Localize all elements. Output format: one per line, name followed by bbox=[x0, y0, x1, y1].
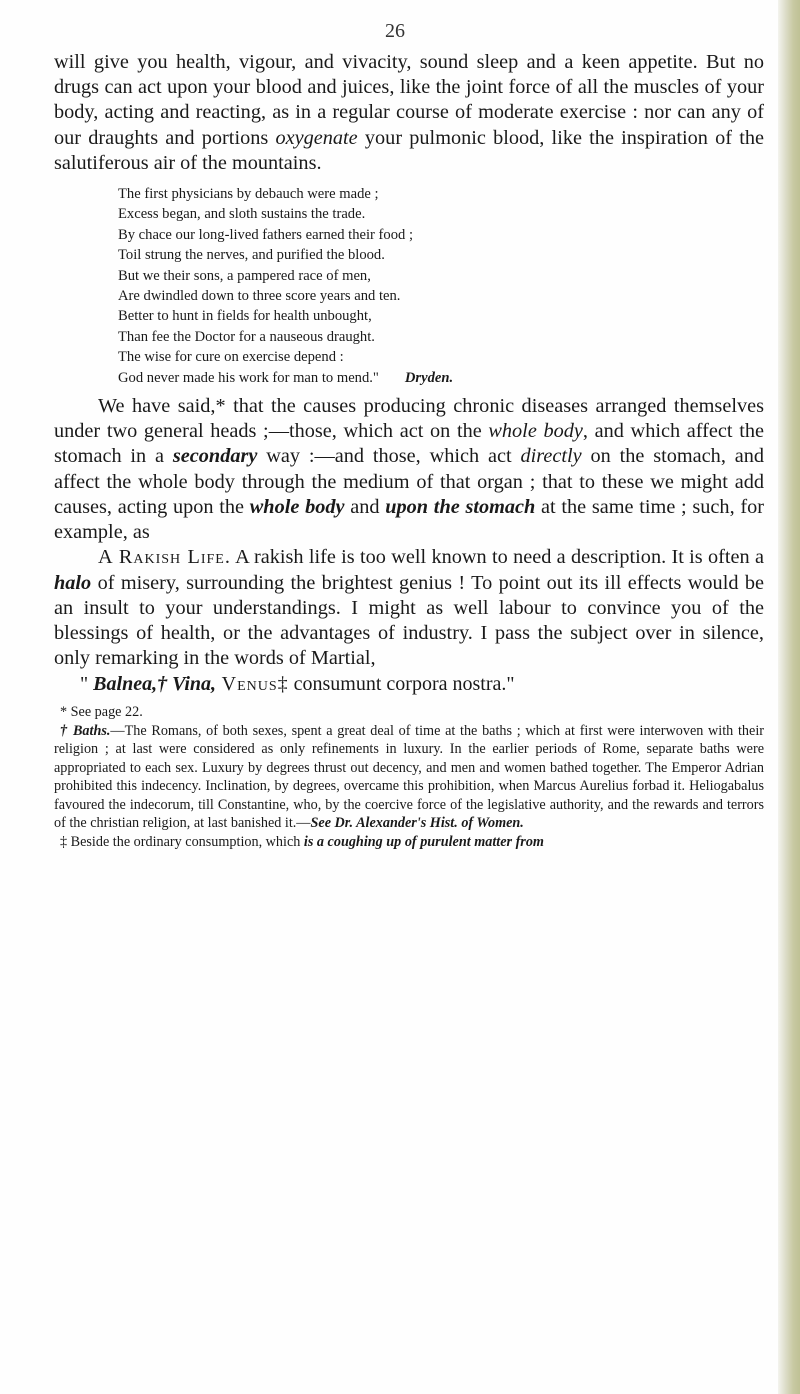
quote-venus: Venus‡ bbox=[216, 673, 289, 696]
poem-line: The first physicians by debauch were made ; bbox=[118, 186, 379, 203]
paragraph-causes bbox=[54, 394, 764, 545]
para2-italic: upon the stomach bbox=[385, 495, 536, 518]
poem-quotation bbox=[118, 184, 764, 388]
para2-italic: whole body bbox=[249, 495, 345, 518]
poem-line: Better to hunt in fields for health unbought, bbox=[118, 308, 372, 325]
poem-line: The wise for cure on exercise depend : bbox=[118, 349, 344, 366]
footnote-dagger-text: —The Romans, of both sexes, spent a great deal of time at the baths ; which at first were interwoven with their religion ; at last were considered as only refinements in luxury. In the earlier periods of Rome, separate baths were appropriated to each sex. Luxury by degrees thrust out decency, and men and women bathed together. The Emperor Adrian prohibited this indecency. Inclination, by degrees, overcame this prohibition, when Marcus Aurelius forbad it. Heliogabalus favoured the indecorum, till Constantine, who, by the coercive force of the legislative authority, and the rewards and terrors of the christian religion, at last banished it.— bbox=[54, 722, 764, 832]
footnote-ddagger-text: ‡ Beside the ordinary consumption, which bbox=[60, 833, 304, 850]
para1-italic: oxygenate bbox=[275, 126, 358, 149]
body-text bbox=[54, 50, 764, 851]
footnotes bbox=[54, 703, 764, 851]
para3-text: A rakish life is too well known to need a description. It is often a bbox=[230, 546, 764, 569]
footnote-dagger bbox=[54, 722, 764, 833]
paragraph-health bbox=[54, 50, 764, 176]
quote-open: " bbox=[80, 673, 94, 696]
para2-italic: whole body bbox=[488, 420, 583, 443]
poem-line: Toil strung the nerves, and purified the blood. bbox=[118, 247, 385, 264]
para2-text: on the stomach, and affect the whole body through the medium of that organ ; that to these we might add causes, acting upon the bbox=[54, 445, 765, 518]
quote-vina: Vina, bbox=[167, 673, 216, 696]
para2-italic: directly bbox=[520, 445, 582, 468]
para2-text: We have said,* that the causes producing chronic diseases arranged themselves under two general heads ;—those, which act on the bbox=[54, 395, 764, 443]
para1-end: your pulmonic blood, like the inspiration of the salutiferous air of the mountains. bbox=[54, 126, 764, 174]
page-number: 26 bbox=[385, 20, 405, 42]
quote-rest: consumunt corpora nostra." bbox=[288, 673, 515, 696]
para3-text: of misery, surrounding the brightest genius ! To point out its ill effects would be an insult to your understandings. I might as well labour to convince you of the blessings of health, or the advantages of industry. I pass the subject over in silence, only remarking in the words of Martial, bbox=[54, 571, 764, 670]
footnote-ddagger-italic: is a coughing up of purulent matter from bbox=[303, 833, 544, 850]
para2-text: and bbox=[344, 495, 386, 518]
poem-line-text: God never made his work for man to mend." bbox=[118, 369, 379, 386]
martial-quote bbox=[54, 671, 764, 697]
paragraph-rakish-life bbox=[54, 545, 764, 671]
para2-text: at the same time ; such, for example, as bbox=[54, 495, 765, 544]
poem-line: Than fee the Doctor for a nauseous draught. bbox=[118, 328, 375, 345]
quote-balnea: Balnea,† bbox=[93, 673, 168, 696]
page-edge bbox=[778, 0, 800, 1394]
footnote-double-dagger bbox=[54, 833, 764, 852]
para1-text: will give you health, vigour, and vivacity, sound sleep and a keen appetite. But no drugs can act upon your blood and juices, like the joint force of all the muscles of your body, acting and reacting, as in a regular course of moderate exercise : nor can any of our draughts and portions bbox=[54, 51, 764, 149]
footnote-star: * See page 22. bbox=[60, 704, 143, 721]
para2-text: , and which affect the stomach in a bbox=[54, 420, 764, 468]
section-heading: A Rakish Life. bbox=[98, 546, 231, 569]
footnote-dagger-label: † Baths. bbox=[60, 722, 111, 739]
poem-line: By chace our long-lived fathers earned their food ; bbox=[118, 226, 414, 243]
poem-line: But we their sons, a pampered race of men, bbox=[118, 267, 371, 284]
poem-line: Are dwindled down to three score years and ten. bbox=[118, 288, 401, 305]
para2-italic: secondary bbox=[172, 445, 258, 468]
para2-text: way :—and those, which act bbox=[257, 445, 521, 468]
para3-italic: halo bbox=[54, 571, 92, 594]
footnote-dagger-reference: See Dr. Alexander's Hist. of Women. bbox=[310, 815, 524, 832]
poem-line: Excess began, and sloth sustains the trade. bbox=[118, 206, 366, 223]
poem-attribution: Dryden. bbox=[404, 369, 454, 386]
poem-line-last bbox=[118, 368, 764, 388]
